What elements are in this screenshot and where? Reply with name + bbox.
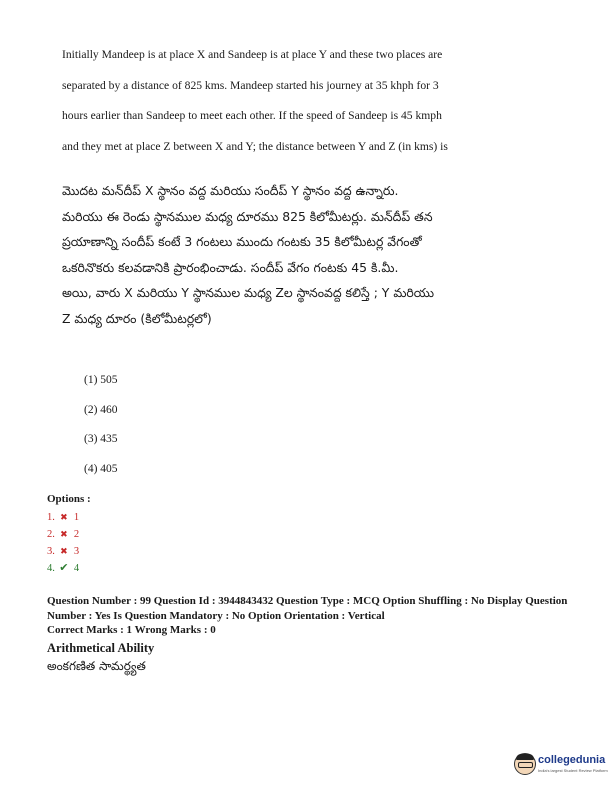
- metadata-line: Question Number : 99 Question Id : 3944843432 Question Type : MCQ Option Shuffling : No Display Question: [47, 595, 568, 607]
- question-line: hours earlier than Sandeep to meet each other. If the speed of Sandeep is 45 kmph: [62, 109, 442, 123]
- options-heading: Options :: [47, 493, 91, 505]
- question-line: and they met at place Z between X and Y; the distance between Y and Z (in kms) is: [62, 139, 448, 153]
- section-title: Arithmetical Ability: [47, 641, 155, 655]
- cross-icon: ✖: [60, 512, 68, 522]
- metadata-line: Number : Yes Is Question Mandatory : No Option Orientation : Vertical: [47, 609, 385, 622]
- option-value: 3: [73, 546, 80, 557]
- question-line-te: మరియు ఈ రెండు స్థానముల మధ్య దూరము 825 కిలోమీటర్లు. మన్‌దీప్ తన: [62, 208, 433, 224]
- option-row: [47, 526, 79, 543]
- question-line: separated by a distance of 825 kms. Mandeep started his journey at 35 khph for 3: [62, 78, 439, 92]
- option-number: 1.: [47, 512, 55, 523]
- question-line-te: ప్రయాణాన్ని సందీప్ కంటే 3 గంటలు ముందు గంటకు 35 కిలోమీటర్ల వేగంతో: [62, 234, 422, 250]
- answer-choice: (4) 405: [84, 462, 118, 475]
- answer-choices: [84, 366, 118, 484]
- logo-tagline: India's largest Student Review Platform: [538, 768, 608, 773]
- option-row: [47, 560, 79, 577]
- option-number: 4.: [47, 563, 55, 574]
- cross-icon: ✖: [60, 529, 68, 539]
- option-number: 3.: [47, 546, 55, 557]
- question-line-te: అయి, వారు X మరియు Y స్థానముల మధ్య Zల స్థానంవద్ద కలిస్తే ; Y మరియు: [62, 285, 434, 301]
- answer-choice: (1) 505: [84, 374, 118, 386]
- option-value: 2: [73, 529, 80, 540]
- option-number: 2.: [47, 529, 55, 540]
- option-row: [47, 509, 79, 526]
- question-line: Initially Mandeep is at place X and Sandeep is at place Y and these two places are: [62, 48, 443, 61]
- check-icon: ✔: [59, 562, 69, 574]
- logo-name: collegedunia: [538, 754, 606, 766]
- option-value: 4: [73, 563, 80, 574]
- question-text-english: [62, 40, 502, 162]
- question-metadata: [47, 594, 582, 638]
- section-title-telugu: అంకగణిత సామర్థ్యత: [47, 659, 146, 673]
- mascot-icon: [514, 753, 536, 775]
- question-line-te: ఒకరినొకరు కలవడానికి ప్రారంభించాడు. సందీప్ వేగం గంటకు 45 కి.మీ.: [62, 259, 399, 275]
- question-text-telugu: [62, 178, 522, 332]
- options-list: [47, 509, 79, 577]
- question-line-te: Z మధ్య దూరం (కిలోమీటర్లలో): [62, 310, 212, 326]
- answer-choice: (2) 460: [84, 403, 118, 416]
- answer-choice: (3) 435: [84, 433, 118, 445]
- question-line-te: మొదట మన్‌దీప్ X స్థానం వద్ద మరియు సందీప్ Y స్థానం వద్ద ఉన్నారు.: [62, 183, 399, 198]
- collegedunia-logo: [512, 749, 608, 783]
- metadata-line: Correct Marks : 1 Wrong Marks : 0: [47, 624, 216, 636]
- option-row: [47, 543, 79, 560]
- option-value: 1: [73, 512, 80, 523]
- cross-icon: ✖: [60, 546, 68, 556]
